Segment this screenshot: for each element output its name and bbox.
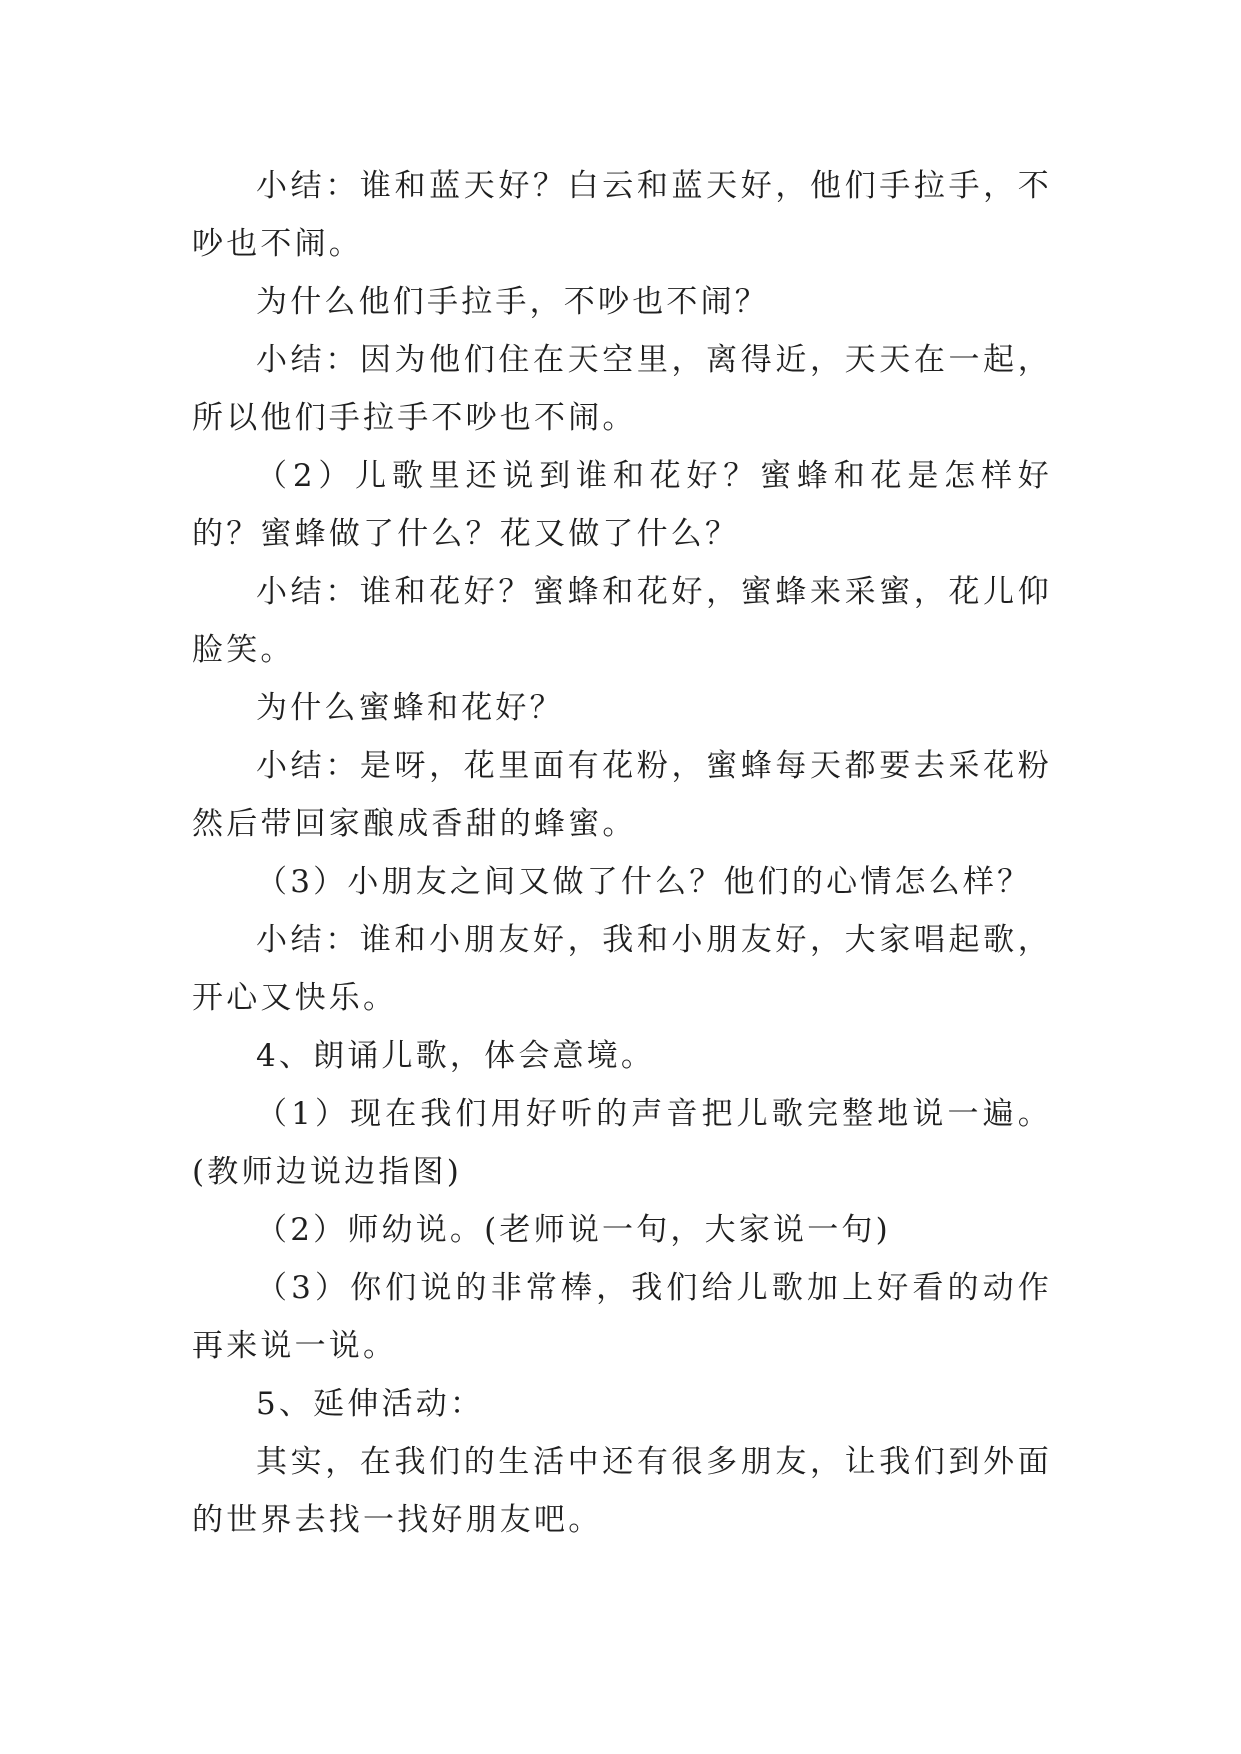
- paragraph-summary-live-in-sky: 小结：因为他们住在天空里，离得近，天天在一起，所以他们手拉手不吵也不闹。: [192, 342, 1052, 436]
- paragraph-summary-pollen: 小结：是呀，花里面有花粉，蜜蜂每天都要去采花粉然后带回家酿成香甜的蜂蜜。: [192, 748, 1052, 842]
- paragraph-extension-friends: 其实，在我们的生活中还有很多朋友，让我们到外面的世界去找一找好朋友吧。: [192, 1444, 1052, 1538]
- paragraph-step-1-recite: （1）现在我们用好听的声音把儿歌完整地说一遍。(教师边说边指图): [192, 1096, 1052, 1190]
- paragraph-summary-bee-flower: 小结：谁和花好？蜜蜂和花好，蜜蜂来采蜜，花儿仰脸笑。: [192, 574, 1052, 668]
- paragraph-section-4-recite: 4、朗诵儿歌，体会意境。: [256, 1038, 656, 1074]
- paragraph-summary-children: 小结：谁和小朋友好，我和小朋友好，大家唱起歌，开心又快乐。: [192, 922, 1052, 1016]
- paragraph-question-3-children: （3）小朋友之间又做了什么？他们的心情怎么样？: [256, 864, 1032, 900]
- paragraph-question-why-bee-flower: 为什么蜜蜂和花好？: [256, 690, 564, 726]
- paragraph-summary-sky: 小结：谁和蓝天好？白云和蓝天好，他们手拉手，不吵也不闹。: [192, 168, 1052, 262]
- document-body: [192, 157, 1052, 1549]
- paragraph-section-5-extension: 5、延伸活动：: [256, 1386, 485, 1422]
- paragraph-step-3-actions: （3）你们说的非常棒，我们给儿歌加上好看的动作再来说一说。: [192, 1270, 1052, 1364]
- paragraph-question-why-hand-in-hand: 为什么他们手拉手，不吵也不闹？: [256, 284, 769, 320]
- paragraph-step-2-teacher-child: （2）师幼说。(老师说一句，大家说一句): [256, 1212, 891, 1248]
- paragraph-question-2-bee-flower: （2）儿歌里还说到谁和花好？蜜蜂和花是怎样好的？蜜蜂做了什么？花又做了什么？: [192, 458, 1052, 552]
